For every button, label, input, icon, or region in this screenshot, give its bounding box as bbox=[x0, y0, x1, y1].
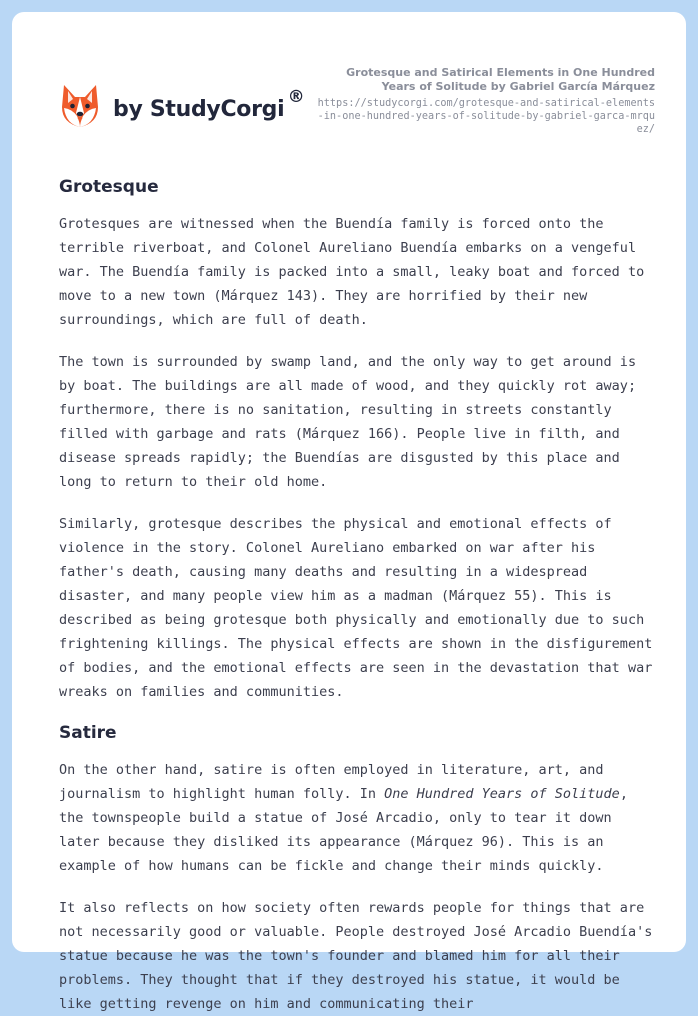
paragraph: On the other hand, satire is often employed in literature, art, and journalism to highlight human folly. In One Hundred Years of Solitude, the townspeople build a statue of José Arcadio, only to tear it down later because they disliked its appearance (Márquez 96). This is an example of how humans can be fickle and change their minds quickly. bbox=[59, 762, 628, 874]
paragraph: Similarly, grotesque describes the physical and emotional effects of violence in the story. Colonel Aureliano embarked on war after his father's death, causing many deaths and resulting in a widespread disaster, and many people view him as a madman (Márquez 55). This is described as being grotesque both physically and emotionally due to such frightening killings. The physical effects are shown in the disfigurement of bodies, and the emotional effects are seen in the devastation that war wreaks on families and communities. bbox=[59, 516, 653, 700]
section-heading-satire: Satire bbox=[59, 723, 117, 743]
paragraph: The town is surrounded by swamp land, and the only way to get around is by boat. The buildings are all made of wood, and they quickly rot away; furthermore, there is no sanitation, resulting in streets constantly filled with garbage and rats (Márquez 166). People live in filth, and disease spreads rapidly; the Buendías are disgusted by this place and long to return to their old home. bbox=[59, 354, 637, 490]
registered-mark: ® bbox=[287, 86, 305, 107]
source-title: Grotesque and Satirical Elements in One Hundred Years of Solitude by Gabriel García Márquez bbox=[346, 66, 655, 93]
corgi-icon bbox=[60, 83, 100, 129]
brand-name: by StudyCorgi ® bbox=[113, 86, 305, 122]
studycorgi-logo[interactable] bbox=[60, 76, 305, 136]
article-body bbox=[59, 172, 659, 1016]
paragraph: Grotesques are witnessed when the Buendía family is forced onto the terrible riverboat, and Colonel Aureliano Buendía embarks on a vengeful war. The Buendía family is packed into a small, leaky boat and forced to move to a new town (Márquez 143). They are horrified by their new surroundings, which are full of death. bbox=[59, 216, 645, 328]
source-url[interactable]: https://studycorgi.com/grotesque-and-satirical-elements-in-one-hundred-years-of-solitude-by-gabriel-garca-mrquez/ bbox=[317, 98, 655, 135]
document-page bbox=[12, 12, 686, 1012]
book-title: One Hundred Years of Solitude bbox=[384, 786, 620, 802]
paragraph: It also reflects on how society often rewards people for things that are not necessarily good or valuable. People destroyed José Arcadio Buendía's statue because he was the town's founder and blamed him for all their problems. They thought that if they destroyed his statue, it would be like getting revenge on him and communicating their bbox=[59, 900, 653, 1012]
source-info bbox=[315, 66, 655, 136]
section-heading-grotesque: Grotesque bbox=[59, 177, 159, 197]
